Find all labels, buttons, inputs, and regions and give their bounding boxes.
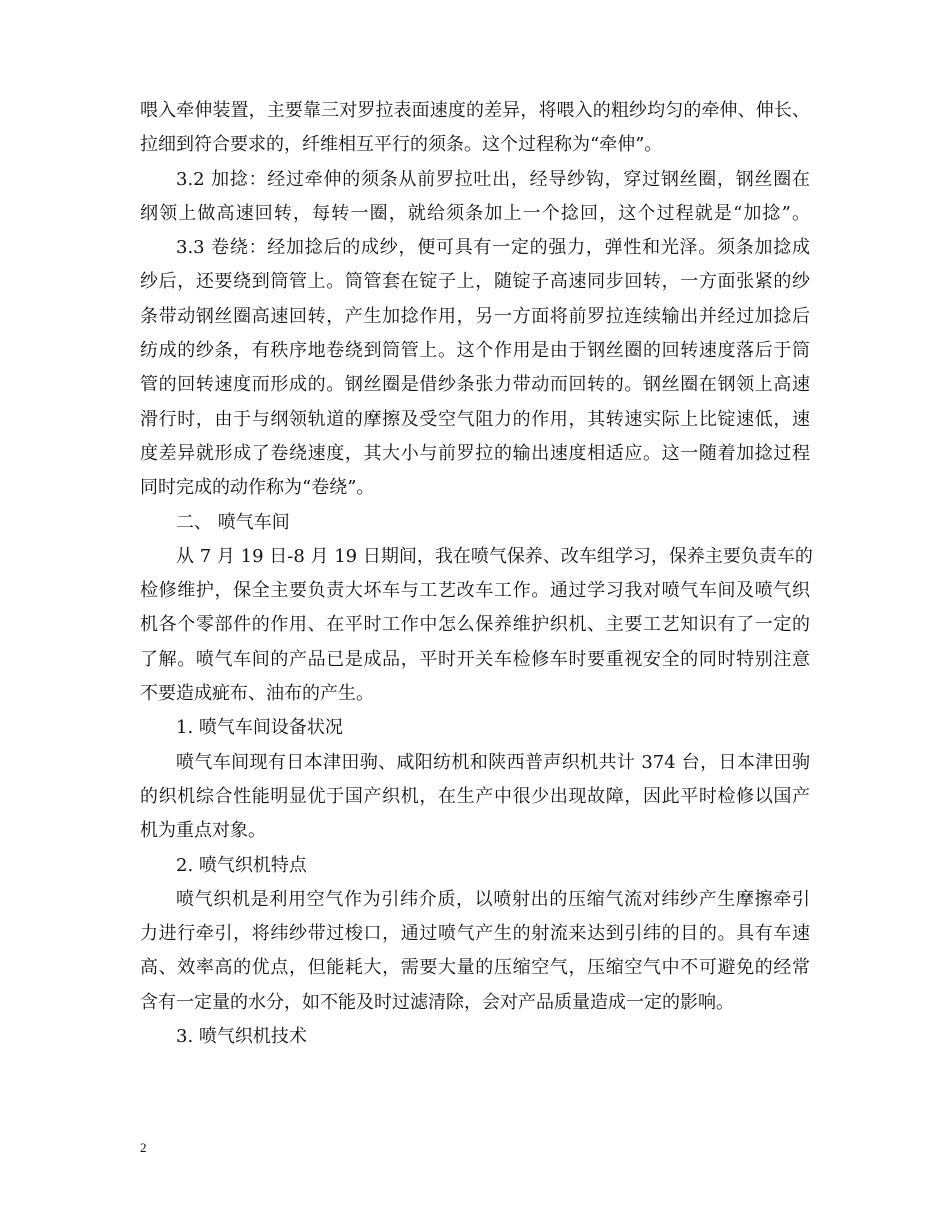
text-line: 了解。喷气车间的产品已是成品，平时开关车检修车时要重视安全的同时特别注意: [140, 648, 810, 670]
document-body: [140, 94, 813, 1054]
text-line: 条带动钢丝圈高速回转，产生加捻作用，另一方面将前罗拉连续输出并经过加捻后: [140, 305, 810, 327]
text-line: 从 7 月 19 日-8 月 19 日期间，我在喷气保养、改车组学习，保养主要负责车的: [176, 545, 813, 567]
text-line: 同时完成的动作称为“卷绕”。: [140, 477, 375, 499]
text-line: 度差异就形成了卷绕速度，其大小与前罗拉的输出速度相适应。这一随着加捻过程: [140, 442, 810, 464]
page-number: 2: [140, 1140, 147, 1155]
text-line: 管的回转速度而形成的。钢丝圈是借纱条张力带动而回转的。钢丝圈在钢领上高速: [140, 374, 810, 396]
text-line: 2. 喷气织机特点: [176, 854, 307, 876]
text-line: 机为重点对象。: [140, 820, 266, 842]
text-line: 的织机综合性能明显优于国产织机，在生产中很少出现故障，因此平时检修以国产: [140, 785, 810, 807]
text-line: 3.2 加捻：经过牵伸的须条从前罗拉吐出，经导纱钩，穿过钢丝圈，钢丝圈在: [176, 168, 810, 190]
text-line: 3. 喷气织机技术: [176, 1026, 307, 1048]
text-line: 1. 喷气车间设备状况: [176, 717, 343, 739]
text-line: 二、 喷气车间: [176, 511, 290, 533]
text-line: 纱后，还要绕到筒管上。筒管套在锭子上，随锭子高速同步回转，一方面张紧的纱: [140, 271, 810, 293]
text-line: 3.3 卷绕：经加捻后的成纱，便可具有一定的强力，弹性和光泽。须条加捻成: [176, 237, 810, 259]
text-line: 含有一定量的水分，如不能及时过滤清除，会对产品质量造成一定的影响。: [140, 991, 734, 1013]
text-line: 高、效率高的优点，但能耗大，需要大量的压缩空气，压缩空气中不可避免的经常: [140, 957, 810, 979]
text-line: 检修维护，保全主要负责大坏车与工艺改车工作。通过学习我对喷气车间及喷气织: [140, 580, 810, 602]
text-line: 滑行时，由于与纲领轨道的摩擦及受空气阻力的作用，其转速实际上比锭速低，速: [140, 408, 810, 430]
text-line: 喂入牵伸装置，主要靠三对罗拉表面速度的差异，将喂入的粗纱均匀的牵伸、伸长、: [140, 100, 810, 121]
text-line: 不要造成疵布、油布的产生。: [140, 683, 374, 705]
text-line: 纲领上做高速回转，每转一圈，就给须条加上一个捻回，这个过程就是“加捻”。: [140, 202, 810, 224]
text-line: 机各个零部件的作用、在平时工作中怎么保养维护织机、主要工艺知识有了一定的: [140, 614, 810, 636]
text-line: 拉细到符合要求的，纤维相互平行的须条。这个过程称为“牵伸”。: [140, 134, 663, 156]
text-line: 力进行牵引，将纬纱带过梭口，通过喷气产生的射流来达到引纬的目的。具有车速: [140, 923, 810, 945]
text-line: 喷气车间现有日本津田驹、咸阳纺机和陕西普声织机共计 374 台，日本津田驹: [176, 751, 810, 773]
text-line: 纺成的纱条，有秩序地卷绕到筒管上。这个作用是由于钢丝圈的回转速度落后于筒: [140, 340, 810, 362]
text-line: 喷气织机是利用空气作为引纬介质，以喷射出的压缩气流对纬纱产生摩擦牵引: [176, 888, 810, 910]
